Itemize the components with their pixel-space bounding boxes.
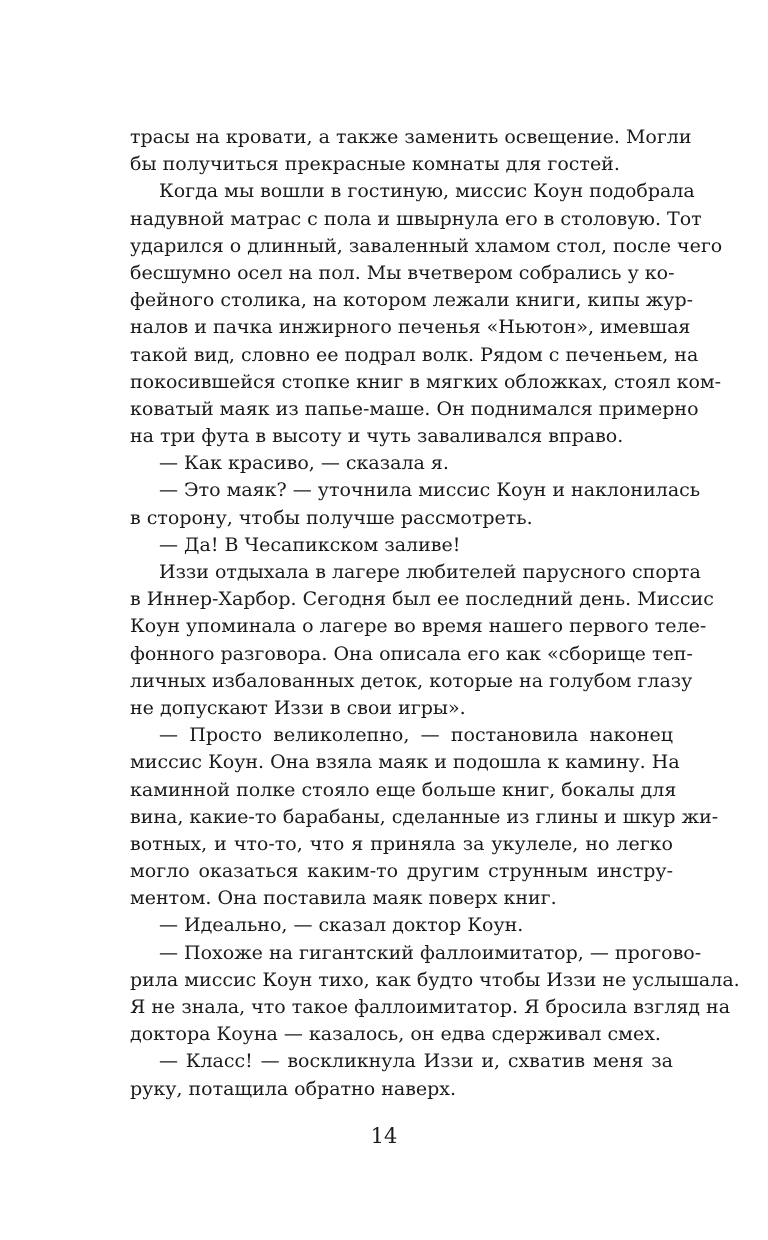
text-line: Я не знала, что такое фаллоимитатор. Я бросила взгляд на: [130, 996, 731, 1018]
text-line: — Да! В Чесапикском заливе!: [159, 533, 461, 556]
text-line: бы получиться прекрасные комнаты для гостей.: [130, 153, 620, 176]
text-line: могло оказаться каким-то другим струнным инстру-: [130, 860, 673, 883]
text-line: — Просто великолепно, — постановила наконец: [159, 724, 673, 747]
text-line: руку, потащила обратно наверх.: [130, 1077, 457, 1100]
text-line: Коун упоминала о лагере во время нашего первого теле-: [130, 615, 707, 638]
text-line: — Похоже на гигантский фаллоимитатор, — прогово-: [159, 941, 702, 964]
text-line: Иззи отдыхала в лагере любителей парусного спорта: [159, 561, 701, 583]
page-number: 14: [370, 1124, 398, 1148]
text-line: личных избалованных деток, которые на голубом глазу: [130, 669, 693, 692]
text-line: фонного разговора. Она описала его как «сборище теп-: [130, 642, 693, 665]
text-line: на три фута в высоту и чуть заваливался вправо.: [130, 425, 624, 448]
body-text: [130, 124, 740, 1103]
text-line: ментом. Она поставила маяк поверх книг.: [130, 887, 557, 910]
text-line: миссис Коун. Она взяла маяк и подошла к камину. На: [130, 751, 680, 774]
text-line: Когда мы вошли в гостиную, миссис Коун подобрала: [159, 180, 695, 203]
text-line: такой вид, словно ее подрал волк. Рядом с печеньем, на: [130, 343, 699, 366]
text-line: в сторону, чтобы получше рассмотреть.: [130, 506, 533, 529]
text-line: коватый маяк из папье-маше. Он поднимался примерно: [130, 397, 699, 420]
text-line: ударился о длинный, заваленный хламом стол, после чего: [130, 234, 723, 257]
text-line: — Класс! — воскликнула Иззи и, схватив меня за: [159, 1050, 673, 1073]
text-line: доктора Коуна — казалось, он едва сдерживал смех.: [130, 1023, 661, 1046]
text-line: — Идеально, — сказал доктор Коун.: [159, 914, 524, 937]
text-line: в Иннер-Харбор. Сегодня был ее последний день. Миссис: [130, 588, 714, 611]
text-line: каминной полке стояло еще больше книг, бокалы для: [130, 778, 677, 801]
text-line: фейного столика, на котором лежали книги, кипы жур-: [130, 289, 694, 312]
text-line: вотных, и что-то, что я приняла за укулеле, но легко: [130, 832, 673, 855]
text-line: бесшумно осел на пол. Мы вчетвером собрались у ко-: [130, 261, 675, 284]
text-line: рила миссис Коун тихо, как будто чтобы Иззи не услышала.: [130, 968, 740, 991]
text-line: вина, какие-то барабаны, сделанные из глины и шкур жи-: [130, 805, 719, 828]
text-line: — Это маяк? — уточнила миссис Коун и наклонилась: [159, 479, 701, 502]
text-line: покосившейся стопке книг в мягких обложках, стоял ком-: [130, 370, 722, 393]
text-line: трасы на кровати, а также заменить освещение. Могли: [130, 126, 692, 148]
text-line: налов и пачка инжирного печенья «Ньютон», имевшая: [130, 316, 691, 339]
text-line: надувной матрас с пола и швырнула его в столовую. Тот: [130, 207, 702, 230]
text-line: — Как красиво, — сказала я.: [159, 452, 449, 475]
text-line: не допускают Иззи в свои игры».: [130, 696, 466, 719]
